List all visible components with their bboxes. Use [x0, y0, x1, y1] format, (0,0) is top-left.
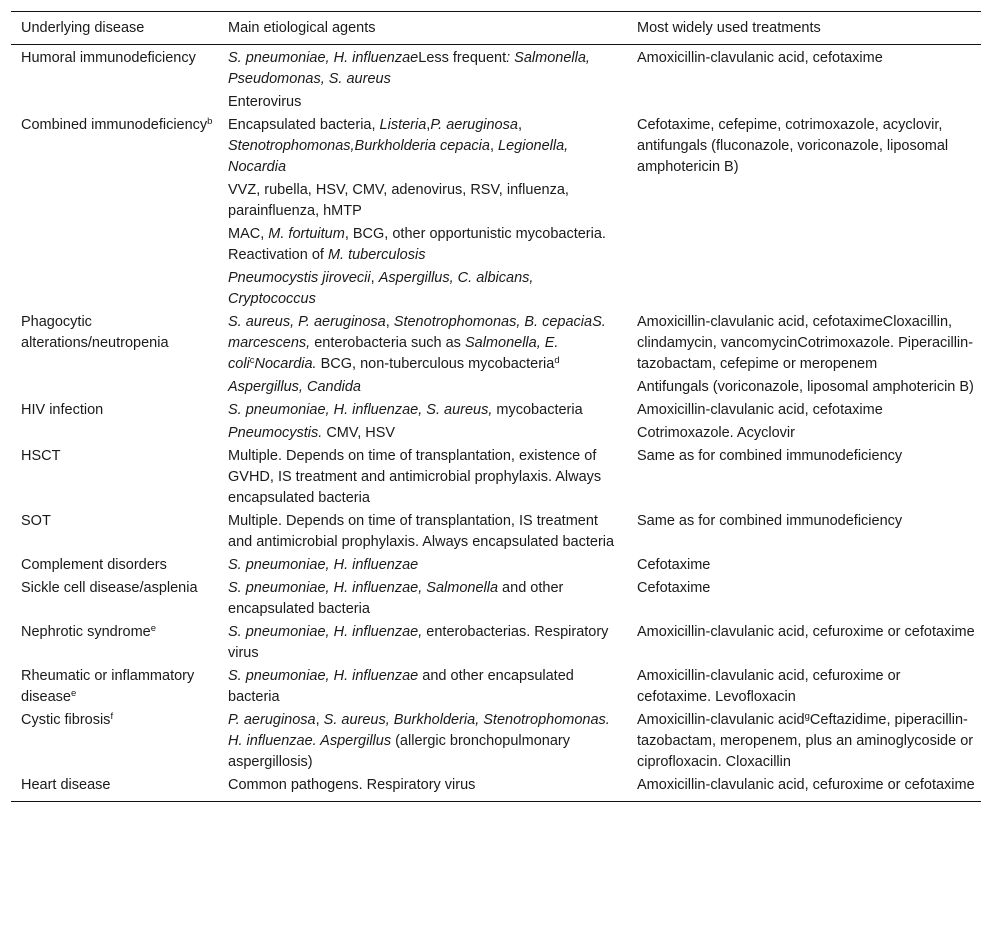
table-header	[11, 12, 981, 45]
cell-treatments	[627, 45, 981, 115]
cell-treatments	[627, 621, 981, 665]
text-run: Salmonella, E. coli	[228, 335, 559, 372]
cell-etiological-agents	[218, 621, 627, 665]
cell-paragraph	[637, 775, 977, 796]
cell-paragraph	[637, 115, 977, 178]
cell-underlying-disease	[11, 445, 218, 510]
table-row	[11, 621, 981, 665]
cell-treatments	[627, 311, 981, 399]
table-row	[11, 709, 981, 774]
cell-etiological-agents	[218, 774, 627, 802]
text-run: Enterovirus	[228, 94, 302, 110]
text-run: (allergic bronchopulmonary aspergillosis)	[228, 733, 570, 770]
text-run: Amoxicillin-clavulanic acid	[637, 712, 805, 728]
text-run: S. pneumoniae, H. influenzae, Salmonella	[228, 580, 499, 596]
header-etiological-agents: Main etiological agents	[218, 12, 627, 45]
table-row	[11, 665, 981, 709]
header-underlying-disease: Underlying disease	[11, 12, 218, 45]
cell-treatments	[627, 709, 981, 774]
text-run: M. tuberculosis	[327, 247, 426, 263]
cell-paragraph	[637, 377, 977, 398]
header-row	[11, 12, 981, 45]
text-run: ,	[489, 138, 499, 154]
text-run: Same as for combined immunodeficiency	[637, 448, 903, 464]
disease-treatment-table	[11, 11, 981, 802]
cell-treatments	[627, 554, 981, 577]
cell-etiological-agents	[218, 311, 627, 399]
cell-paragraph	[228, 115, 623, 178]
text-run: S. pneumoniae, H. influenzae	[228, 668, 419, 684]
cell-paragraph	[228, 312, 623, 375]
table-row	[11, 774, 981, 802]
cell-treatments	[627, 577, 981, 621]
text-run: SOT	[21, 513, 51, 529]
text-run: ,	[426, 117, 431, 133]
footnote-marker: e	[150, 623, 157, 634]
text-run: Legionella, Nocardia	[228, 138, 569, 175]
cell-underlying-disease	[11, 577, 218, 621]
text-run: S. pneumoniae, H. influenzae	[228, 557, 419, 573]
text-run: Common pathogens. Respiratory virus	[228, 777, 476, 793]
cell-underlying-disease	[11, 554, 218, 577]
text-run: S. aureus, P. aeruginosa	[228, 314, 386, 330]
cell-underlying-disease	[11, 399, 218, 445]
cell-paragraph	[228, 224, 623, 266]
cell-treatments	[627, 399, 981, 445]
text-run: Cystic fibrosis	[21, 712, 111, 728]
table-body	[11, 45, 981, 802]
text-run: Stenotrophomonas,Burkholderia cepacia	[228, 138, 490, 154]
text-run: Less frequent	[418, 50, 507, 66]
text-run: ,	[385, 314, 394, 330]
text-run: : Salmonella, Pseudomonas, S. aureus	[228, 50, 590, 87]
text-run: P. aeruginosa	[430, 117, 518, 133]
cell-paragraph	[637, 48, 977, 69]
text-run: Rheumatic or inflammatory disease	[21, 668, 195, 705]
cell-paragraph	[228, 578, 623, 620]
cell-etiological-agents	[218, 399, 627, 445]
text-run: S. pneumoniae, H. influenzae	[228, 50, 419, 66]
cell-paragraph	[228, 48, 623, 90]
text-run: Sickle cell disease/asplenia	[21, 580, 198, 596]
text-run: VVZ, rubella, HSV, CMV, adenovirus, RSV, influenza, parainfluenza, hMTP	[228, 182, 569, 219]
text-run: BCG, non-tuberculous mycobacteria	[316, 356, 555, 372]
table-row	[11, 45, 981, 115]
cell-underlying-disease	[11, 665, 218, 709]
cell-treatments	[627, 114, 981, 311]
cell-paragraph	[228, 180, 623, 222]
text-run: ,	[370, 270, 379, 286]
text-run: Amoxicillin-clavulanic acid, cefuroxime or cefotaxime	[637, 624, 975, 640]
text-run: Combined immunodeficiency	[21, 117, 208, 133]
cell-underlying-disease	[11, 510, 218, 554]
cell-paragraph	[637, 446, 977, 467]
cell-paragraph	[637, 666, 977, 708]
text-run: Complement disorders	[21, 557, 167, 573]
text-run: Amoxicillin-clavulanic acid, cefuroxime or cefotaxime	[637, 777, 975, 793]
cell-paragraph	[637, 511, 977, 532]
text-run: Cefotaxime	[637, 580, 711, 596]
text-run: Multiple. Depends on time of transplantation, IS treatment and antimicrobial prophylaxis. Always encapsulated bacteria	[228, 513, 615, 550]
cell-paragraph	[637, 423, 977, 444]
text-run: Encapsulated bacteria,	[228, 117, 380, 133]
text-run: M. fortuitum	[268, 226, 345, 242]
text-run: Pneumocystis jirovecii	[228, 270, 371, 286]
cell-underlying-disease	[11, 709, 218, 774]
text-run: Antifungals (voriconazole, liposomal amphotericin B)	[637, 379, 974, 395]
text-run: S. aureus, Burkholderia, Stenotrophomonas. H. influenzae. Aspergillus	[228, 712, 610, 749]
cell-paragraph	[637, 400, 977, 421]
text-run: MAC,	[228, 226, 269, 242]
cell-paragraph	[637, 555, 977, 576]
text-run: Nocardia.	[254, 356, 317, 372]
text-run: Pneumocystis.	[228, 425, 323, 441]
footnote-marker: b	[207, 116, 213, 127]
text-run: Listeria	[379, 117, 427, 133]
cell-paragraph	[637, 622, 977, 643]
text-run: Amoxicillin-clavulanic acid, cefotaximeCloxacillin, clindamycin, vancomycinCotrimoxazole. Piperacillin-tazobactam, cefepime or meropenem	[637, 314, 974, 372]
cell-treatments	[627, 774, 981, 802]
cell-underlying-disease	[11, 621, 218, 665]
cell-etiological-agents	[218, 45, 627, 115]
cell-paragraph	[228, 423, 623, 444]
text-run: Same as for combined immunodeficiency	[637, 513, 903, 529]
footnote-marker: g	[804, 711, 810, 722]
cell-etiological-agents	[218, 445, 627, 510]
text-run: Humoral immunodeficiency	[21, 50, 196, 66]
text-run: enterobacterias. Respiratory virus	[228, 624, 609, 661]
text-run: Amoxicillin-clavulanic acid, cefuroxime or cefotaxime. Levofloxacin	[637, 668, 901, 705]
table-row	[11, 311, 981, 399]
text-run: mycobacteria	[492, 402, 583, 418]
text-run: P. aeruginosa	[228, 712, 316, 728]
cell-etiological-agents	[218, 665, 627, 709]
cell-paragraph	[228, 92, 623, 113]
cell-paragraph	[228, 775, 623, 796]
table-row	[11, 554, 981, 577]
text-run: Multiple. Depends on time of transplantation, existence of GVHD, IS treatment and antimicrobial prophylaxis. Always encapsulated bacteria	[228, 448, 602, 506]
footnote-marker: e	[70, 688, 77, 699]
footnote-marker: c	[249, 355, 255, 366]
text-run: Ceftazidime, piperacillin-tazobactam, meropenem, plus an aminoglycoside or ciprofloxacin. Cloxacillin	[637, 712, 974, 770]
text-run: HSCT	[21, 448, 61, 464]
cell-underlying-disease	[11, 45, 218, 115]
text-run: CMV, HSV	[322, 425, 396, 441]
cell-paragraph	[637, 710, 977, 773]
footnote-marker: d	[554, 355, 560, 366]
text-run: Cefotaxime	[637, 557, 711, 573]
table-row	[11, 510, 981, 554]
table-row	[11, 577, 981, 621]
text-run: ,	[315, 712, 324, 728]
cell-paragraph	[228, 622, 623, 664]
text-run: S. pneumoniae, H. influenzae,	[228, 624, 423, 640]
header-treatments: Most widely used treatments	[627, 12, 981, 45]
footnote-marker: f	[110, 711, 114, 722]
cell-paragraph	[228, 511, 623, 553]
cell-paragraph	[637, 578, 977, 599]
cell-treatments	[627, 445, 981, 510]
text-run: Cefotaxime, cefepime, cotrimoxazole, acyclovir, antifungals (fluconazole, voriconazole, liposomal amphotericin B)	[637, 117, 949, 175]
cell-paragraph	[228, 377, 623, 398]
text-run: ,	[517, 117, 522, 133]
table-row	[11, 399, 981, 445]
cell-paragraph	[228, 446, 623, 509]
cell-underlying-disease	[11, 114, 218, 311]
cell-paragraph	[228, 555, 623, 576]
cell-treatments	[627, 665, 981, 709]
table-row	[11, 445, 981, 510]
text-run: HIV infection	[21, 402, 104, 418]
cell-paragraph	[228, 666, 623, 708]
table-row	[11, 114, 981, 311]
cell-etiological-agents	[218, 510, 627, 554]
cell-paragraph	[228, 268, 623, 310]
text-run: Heart disease	[21, 777, 111, 793]
text-run: Phagocytic alterations/neutropenia	[21, 314, 169, 351]
cell-paragraph	[228, 710, 623, 773]
text-run: enterobacteria such as	[310, 335, 465, 351]
text-run: Stenotrophomonas, B. cepaciaS. marcescens,	[228, 314, 606, 351]
text-run: , BCG, other opportunistic mycobacteria. Reactivation of	[228, 226, 606, 263]
text-run: Nephrotic syndrome	[21, 624, 151, 640]
text-run: and other encapsulated bacteria	[228, 668, 574, 705]
text-run: Cotrimoxazole. Acyclovir	[637, 425, 795, 441]
cell-etiological-agents	[218, 709, 627, 774]
cell-etiological-agents	[218, 114, 627, 311]
cell-treatments	[627, 510, 981, 554]
text-run: Aspergillus, C. albicans, Cryptococcus	[228, 270, 534, 307]
text-run: Amoxicillin-clavulanic acid, cefotaxime	[637, 402, 883, 418]
cell-etiological-agents	[218, 554, 627, 577]
text-run: Amoxicillin-clavulanic acid, cefotaxime	[637, 50, 883, 66]
cell-underlying-disease	[11, 774, 218, 802]
cell-paragraph	[228, 400, 623, 421]
cell-underlying-disease	[11, 311, 218, 399]
text-run: Aspergillus, Candida	[228, 379, 361, 395]
text-run: S. pneumoniae, H. influenzae, S. aureus,	[228, 402, 493, 418]
text-run: and other encapsulated bacteria	[228, 580, 564, 617]
cell-paragraph	[637, 312, 977, 375]
cell-etiological-agents	[218, 577, 627, 621]
